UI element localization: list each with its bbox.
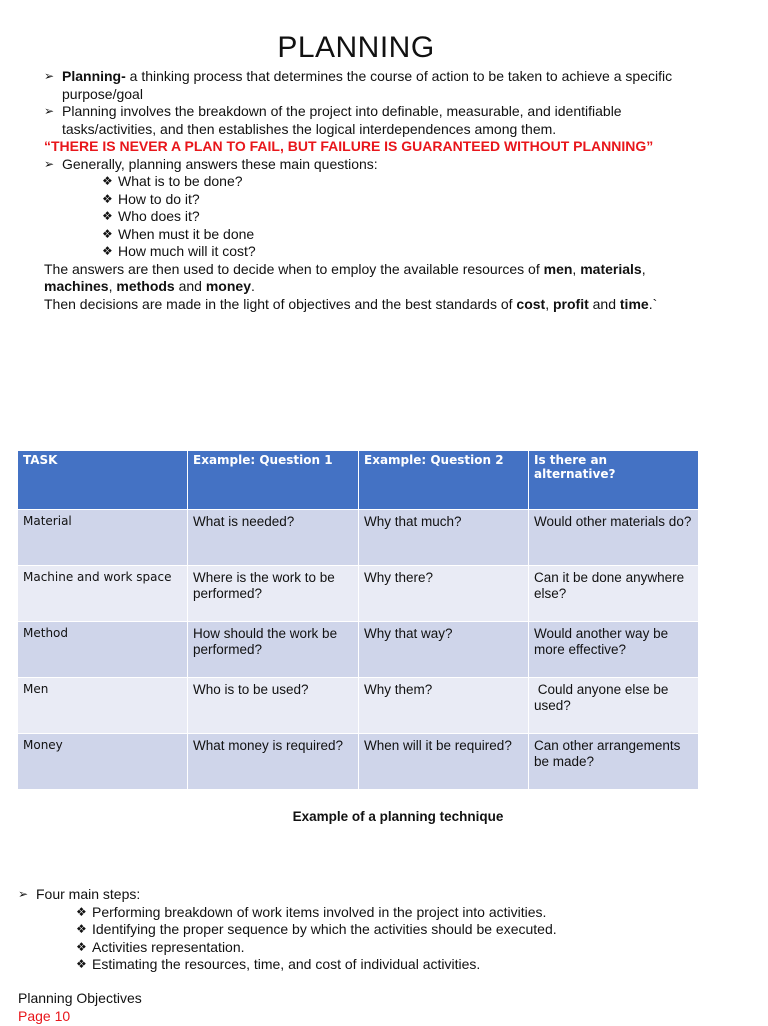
list-item: ❖ Who does it? xyxy=(102,208,200,224)
breakdown-item xyxy=(44,103,704,138)
diamond-bullet-icon: ❖ xyxy=(76,904,87,919)
list-item: ❖ Activities representation. xyxy=(76,938,245,955)
task-cell: Men xyxy=(18,678,188,734)
diamond-bullet-icon: ❖ xyxy=(102,244,113,258)
diamond-bullet-icon: ❖ xyxy=(102,174,113,188)
steps-section xyxy=(18,886,718,974)
list-item: ❖ Identifying the proper sequence by which the activities should be executed. xyxy=(76,921,557,937)
steps-list xyxy=(76,904,718,974)
list-item: ❖ How to do it? xyxy=(102,190,200,207)
question-1-cell: What is needed? xyxy=(188,510,359,566)
list-item: ❖ What is to be done? xyxy=(102,173,243,189)
definition-text: a thinking process that determines the course of action to be taken to achieve a specific purpose/goal xyxy=(62,68,673,102)
questions-list xyxy=(102,173,704,261)
alternative-cell: Can it be done anywhere else? xyxy=(529,566,699,622)
header-alternative: Is there an alternative? xyxy=(529,451,699,510)
questions-intro: Generally, planning answers these main questions: xyxy=(62,155,378,172)
arrow-bullet-icon: ➢ xyxy=(44,104,55,118)
steps-intro-item xyxy=(18,886,718,904)
diamond-bullet-icon: ❖ xyxy=(102,209,113,223)
diamond-bullet-icon: ❖ xyxy=(76,922,87,936)
list-item: ❖ Performing breakdown of work items involved in the project into activities. xyxy=(76,903,547,920)
alternative-cell: Would other materials do? xyxy=(529,510,699,566)
question-2-cell: Why that much? xyxy=(359,510,529,566)
arrow-bullet-icon: ➢ xyxy=(18,887,29,901)
definition-term: Planning- xyxy=(62,68,126,84)
diamond-bullet-icon: ❖ xyxy=(76,939,87,954)
page-title: PLANNING xyxy=(277,31,435,64)
table-row xyxy=(18,510,699,566)
list-item: ❖ How much will it cost? xyxy=(102,243,256,259)
decisions-paragraph: Then decisions are made in the light of objectives and the best standards of cost, profit and time.` xyxy=(44,295,658,312)
task-cell: Method xyxy=(18,622,188,678)
arrow-bullet-icon: ➢ xyxy=(44,69,55,83)
alternative-cell: Would another way be more effective? xyxy=(529,622,699,678)
table-row xyxy=(18,622,699,678)
breakdown-text: Planning involves the breakdown of the project into definable, measurable, and identifiable tasks/activities, and then establishes the logical interdependences among them. xyxy=(62,103,622,137)
question-2-cell: Why them? xyxy=(359,678,529,734)
question-1-cell: Who is to be used? xyxy=(188,678,359,734)
page-number: Page 10 xyxy=(18,1008,71,1024)
diamond-bullet-icon: ❖ xyxy=(102,191,113,206)
table-header-row xyxy=(18,451,699,510)
question-2-cell: Why there? xyxy=(359,566,529,622)
table-caption: Example of a planning technique xyxy=(292,809,504,824)
diamond-bullet-icon: ❖ xyxy=(102,226,113,241)
list-item: ❖ When must it be done xyxy=(102,225,255,242)
question-1-cell: How should the work be performed? xyxy=(188,622,359,678)
header-question-2: Example: Question 2 xyxy=(359,451,529,510)
answers-paragraph: The answers are then used to decide when to employ the available resources of men, materials, machines, methods and money. xyxy=(44,260,646,294)
definition-item xyxy=(44,68,704,103)
question-2-cell: When will it be required? xyxy=(359,734,529,790)
diamond-bullet-icon: ❖ xyxy=(76,957,87,971)
header-question-1: Example: Question 1 xyxy=(188,451,359,510)
table-row xyxy=(18,734,699,790)
planning-quote: “THERE IS NEVER A PLAN TO FAIL, BUT FAILURE IS GUARANTEED WITHOUT PLANNING” xyxy=(44,138,654,154)
planning-table xyxy=(17,450,699,790)
task-cell: Material xyxy=(18,510,188,566)
task-cell: Money xyxy=(18,734,188,790)
question-2-cell: Why that way? xyxy=(359,622,529,678)
table-row xyxy=(18,566,699,622)
steps-intro: Four main steps: xyxy=(36,886,141,902)
alternative-cell: Can other arrangements be made? xyxy=(529,734,699,790)
task-cell: Machine and work space xyxy=(18,566,188,622)
header-task: TASK xyxy=(18,451,188,510)
list-item: ❖ Estimating the resources, time, and cost of individual activities. xyxy=(76,956,481,972)
table-row xyxy=(18,678,699,734)
footer-section-title: Planning Objectives xyxy=(18,990,142,1006)
question-1-cell: Where is the work to be performed? xyxy=(188,566,359,622)
alternative-cell: Could anyone else be used? xyxy=(529,678,699,734)
questions-intro-item xyxy=(44,156,704,174)
intro-section xyxy=(44,68,704,313)
question-1-cell: What money is required? xyxy=(188,734,359,790)
arrow-bullet-icon: ➢ xyxy=(44,156,55,171)
